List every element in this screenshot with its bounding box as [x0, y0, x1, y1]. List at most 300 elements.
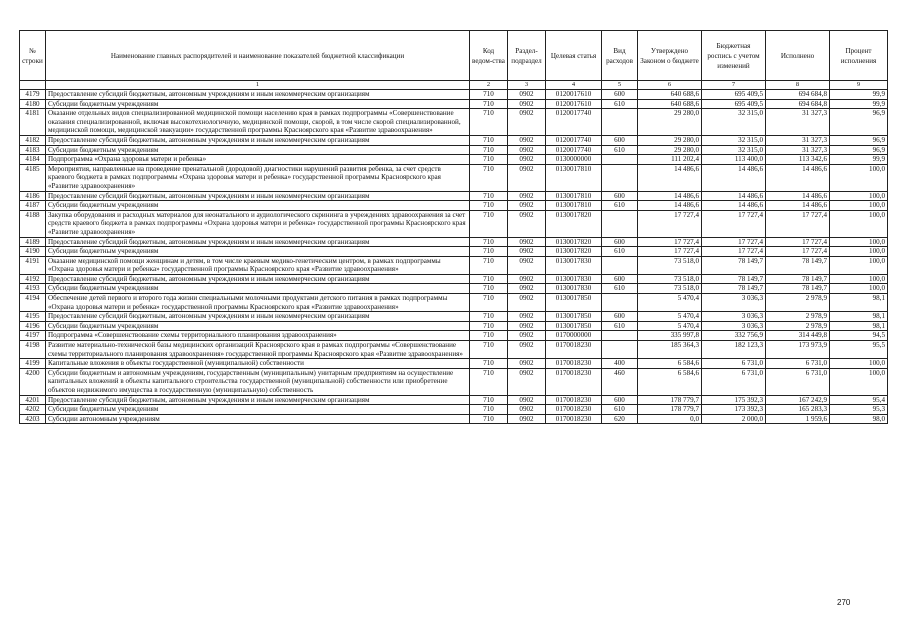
row-executed: 14 486,6 — [766, 164, 830, 191]
row-budget-roll: 78 149,7 — [702, 284, 766, 294]
row-percent: 100,0 — [830, 237, 888, 247]
row-vid: 460 — [602, 368, 638, 395]
row-budget-roll: 32 315,0 — [702, 109, 766, 136]
row-approved: 640 688,6 — [638, 90, 702, 100]
row-approved: 178 779,7 — [638, 395, 702, 405]
row-approved: 0,0 — [638, 414, 702, 424]
row-percent: 100,0 — [830, 368, 888, 395]
row-target: 0170018230 — [546, 368, 602, 395]
row-vedomstvo: 710 — [470, 201, 508, 211]
row-budget-roll: 17 727,4 — [702, 247, 766, 257]
row-percent: 100,0 — [830, 210, 888, 237]
header-percent: Процент исполнения — [830, 31, 888, 81]
row-razdel: 0902 — [508, 395, 546, 405]
row-executed: 31 327,3 — [766, 145, 830, 155]
row-percent: 100,0 — [830, 201, 888, 211]
header-vedomstvo: Код ведом-ства — [470, 31, 508, 81]
row-razdel: 0902 — [508, 414, 546, 424]
row-name: Субсидии бюджетным учреждениям — [46, 321, 470, 331]
row-razdel: 0902 — [508, 284, 546, 294]
row-vedomstvo: 710 — [470, 237, 508, 247]
row-percent: 96,9 — [830, 109, 888, 136]
row-budget-roll: 182 123,3 — [702, 341, 766, 359]
row-executed: 6 731,0 — [766, 359, 830, 369]
row-target: 0130017850 — [546, 312, 602, 322]
row-approved: 185 364,3 — [638, 341, 702, 359]
row-budget-roll: 3 036,3 — [702, 321, 766, 331]
row-executed: 113 342,6 — [766, 155, 830, 165]
row-razdel: 0902 — [508, 405, 546, 415]
row-target: 0170018230 — [546, 341, 602, 359]
row-approved: 640 688,6 — [638, 99, 702, 109]
row-razdel: 0902 — [508, 145, 546, 155]
row-vedomstvo: 710 — [470, 155, 508, 165]
row-percent: 100,0 — [830, 284, 888, 294]
row-razdel: 0902 — [508, 164, 546, 191]
row-name: Предоставление субсидий бюджетным, автономным учреждениям и иным некоммерческим организациям — [46, 274, 470, 284]
row-vid: 610 — [602, 284, 638, 294]
column-number: 6 — [638, 81, 702, 90]
row-budget-roll: 32 315,0 — [702, 145, 766, 155]
row-number: 4201 — [20, 395, 46, 405]
table-row — [20, 191, 888, 201]
row-approved: 73 518,0 — [638, 274, 702, 284]
row-approved: 14 486,6 — [638, 164, 702, 191]
row-target: 0130017820 — [546, 210, 602, 237]
row-budget-roll: 695 409,5 — [702, 99, 766, 109]
table-row — [20, 164, 888, 191]
row-number: 4186 — [20, 191, 46, 201]
row-name: Субсидии бюджетным учреждениям — [46, 145, 470, 155]
table-row — [20, 321, 888, 331]
row-number: 4191 — [20, 256, 46, 274]
row-vedomstvo: 710 — [470, 99, 508, 109]
row-vedomstvo: 710 — [470, 191, 508, 201]
row-name: Субсидии автономным учреждениям — [46, 414, 470, 424]
row-executed: 314 449,8 — [766, 331, 830, 341]
row-target: 0170018230 — [546, 395, 602, 405]
row-number: 4200 — [20, 368, 46, 395]
row-budget-roll: 175 392,3 — [702, 395, 766, 405]
row-approved: 5 470,4 — [638, 294, 702, 312]
row-number: 4203 — [20, 414, 46, 424]
row-executed: 14 486,6 — [766, 201, 830, 211]
row-budget-roll: 173 392,3 — [702, 405, 766, 415]
table-row — [20, 135, 888, 145]
row-name: Оказание отдельных видов специализированной медицинской помощи населению края в рамках подпрограммы «Совершенствование оказания специализированной, включая высокотехнологичную, медицинской помощи, скорой, в том числе скорой специализированной, медицинской помощи, медицинской эвакуации» государственной программы Красноярского края «Развитие здравоохранения» — [46, 109, 470, 136]
column-number: 3 — [508, 81, 546, 90]
row-budget-roll: 78 149,7 — [702, 274, 766, 284]
row-vedomstvo: 710 — [470, 284, 508, 294]
row-executed: 31 327,3 — [766, 109, 830, 136]
row-number: 4192 — [20, 274, 46, 284]
row-razdel: 0902 — [508, 294, 546, 312]
row-executed: 694 684,8 — [766, 99, 830, 109]
row-target: 0120017740 — [546, 135, 602, 145]
column-number: 2 — [470, 81, 508, 90]
row-name: Предоставление субсидий бюджетным, автономным учреждениям и иным некоммерческим организациям — [46, 237, 470, 247]
column-number: 7 — [702, 81, 766, 90]
row-target: 0170000000 — [546, 331, 602, 341]
row-executed: 17 727,4 — [766, 237, 830, 247]
row-target: 0120017610 — [546, 90, 602, 100]
table-row — [20, 405, 888, 415]
table-row — [20, 341, 888, 359]
row-name: Закупка оборудования и расходных материалов для неонатального и аудиологического скрининга в учреждениях здравоохранения за счет средств краевого бюджета в рамках подпрограммы «Охрана здоровья матери и ребенка» государственной программы Красноярского края «Развитие здравоохранения» — [46, 210, 470, 237]
row-number: 4187 — [20, 201, 46, 211]
row-vid — [602, 109, 638, 136]
row-name: Субсидии бюджетным учреждениям — [46, 201, 470, 211]
row-razdel: 0902 — [508, 191, 546, 201]
row-vedomstvo: 710 — [470, 109, 508, 136]
table-row — [20, 256, 888, 274]
row-budget-roll: 2 000,0 — [702, 414, 766, 424]
row-vid: 610 — [602, 405, 638, 415]
row-executed: 2 978,9 — [766, 321, 830, 331]
row-razdel: 0902 — [508, 99, 546, 109]
row-budget-roll: 332 756,9 — [702, 331, 766, 341]
row-budget-roll: 6 731,0 — [702, 359, 766, 369]
row-number: 4197 — [20, 331, 46, 341]
row-razdel: 0902 — [508, 210, 546, 237]
row-name: Субсидии бюджетным учреждениям — [46, 284, 470, 294]
row-target: 0120017610 — [546, 99, 602, 109]
row-vid: 610 — [602, 321, 638, 331]
row-name: Предоставление субсидий бюджетным, автономным учреждениям и иным некоммерческим организациям — [46, 135, 470, 145]
row-target: 0170018230 — [546, 414, 602, 424]
row-target: 0170018230 — [546, 405, 602, 415]
row-vedomstvo: 710 — [470, 90, 508, 100]
row-executed: 17 727,4 — [766, 247, 830, 257]
row-name: Субсидии бюджетным и автономным учреждениям, государственным (муниципальным) унитарным предприятиям на осуществление капитальных вложений в объекты капитального строительства государственной (муниципальной) собственности или приобретение объектов недвижимого имущества в государственную (муниципальную) собственность — [46, 368, 470, 395]
table-row — [20, 294, 888, 312]
budget-table — [19, 30, 888, 424]
row-razdel: 0902 — [508, 312, 546, 322]
row-budget-roll: 3 036,3 — [702, 294, 766, 312]
row-budget-roll: 17 727,4 — [702, 237, 766, 247]
row-vid: 610 — [602, 247, 638, 257]
row-vid — [602, 341, 638, 359]
row-name: Мероприятия, направленные на проведение пренатальной (дородовой) диагностики нарушений развития ребенка, за счет средств краевого бюджета в рамках подпрограммы «Охрана здоровья матери и ребенка» государственной программы Красноярского края «Развитие здравоохранения» — [46, 164, 470, 191]
row-approved: 14 486,6 — [638, 201, 702, 211]
row-vedomstvo: 710 — [470, 368, 508, 395]
row-vid — [602, 164, 638, 191]
row-vid — [602, 210, 638, 237]
row-target: 0130017810 — [546, 201, 602, 211]
row-approved: 14 486,6 — [638, 191, 702, 201]
row-percent: 94,5 — [830, 331, 888, 341]
row-approved: 17 727,4 — [638, 237, 702, 247]
row-target: 0120017740 — [546, 145, 602, 155]
row-number: 4193 — [20, 284, 46, 294]
row-approved: 111 202,4 — [638, 155, 702, 165]
row-budget-roll: 113 400,0 — [702, 155, 766, 165]
row-razdel: 0902 — [508, 321, 546, 331]
table-row — [20, 145, 888, 155]
row-approved: 29 280,0 — [638, 135, 702, 145]
row-number: 4198 — [20, 341, 46, 359]
row-number: 4181 — [20, 109, 46, 136]
header-approved: Утверждено Законом о бюджете — [638, 31, 702, 81]
column-number-row — [20, 81, 888, 90]
row-vedomstvo: 710 — [470, 210, 508, 237]
row-percent: 95,4 — [830, 395, 888, 405]
row-budget-roll: 78 149,7 — [702, 256, 766, 274]
row-approved: 29 280,0 — [638, 145, 702, 155]
row-approved: 73 518,0 — [638, 256, 702, 274]
row-executed: 1 959,6 — [766, 414, 830, 424]
row-name: Обеспечение детей первого и второго года жизни специальными молочными продуктами детского питания в рамках подпрограммы «Охрана здоровья матери и ребенка» государственной программы Красноярского края «Развитие здравоохранения» — [46, 294, 470, 312]
table-row — [20, 274, 888, 284]
row-number: 4185 — [20, 164, 46, 191]
row-approved: 5 470,4 — [638, 312, 702, 322]
row-percent: 99,9 — [830, 90, 888, 100]
row-executed: 6 731,0 — [766, 368, 830, 395]
row-vedomstvo: 710 — [470, 405, 508, 415]
row-target: 0130017810 — [546, 191, 602, 201]
row-razdel: 0902 — [508, 90, 546, 100]
row-number: 4182 — [20, 135, 46, 145]
row-vid: 600 — [602, 90, 638, 100]
row-razdel: 0902 — [508, 155, 546, 165]
row-percent: 96,9 — [830, 145, 888, 155]
row-name: Предоставление субсидий бюджетным, автономным учреждениям и иным некоммерческим организациям — [46, 312, 470, 322]
page-number: 270 — [837, 598, 851, 607]
row-vid — [602, 331, 638, 341]
row-vid: 610 — [602, 99, 638, 109]
row-percent: 95,3 — [830, 405, 888, 415]
table-row — [20, 368, 888, 395]
header-target: Целевая статья — [546, 31, 602, 81]
table-row — [20, 284, 888, 294]
row-razdel: 0902 — [508, 109, 546, 136]
row-razdel: 0902 — [508, 331, 546, 341]
row-approved: 17 727,4 — [638, 247, 702, 257]
column-number: 4 — [546, 81, 602, 90]
row-number: 4194 — [20, 294, 46, 312]
table-row — [20, 312, 888, 322]
header-executed: Исполнено — [766, 31, 830, 81]
row-percent: 99,9 — [830, 155, 888, 165]
row-vid: 600 — [602, 191, 638, 201]
row-vid: 620 — [602, 414, 638, 424]
header-row-no: № строки — [20, 31, 46, 81]
row-percent: 95,5 — [830, 341, 888, 359]
row-vid: 600 — [602, 237, 638, 247]
row-percent: 100,0 — [830, 256, 888, 274]
table-row — [20, 109, 888, 136]
table-row — [20, 359, 888, 369]
row-percent: 100,0 — [830, 164, 888, 191]
row-vedomstvo: 710 — [470, 341, 508, 359]
row-name: Предоставление субсидий бюджетным, автономным учреждениям и иным некоммерческим организациям — [46, 90, 470, 100]
row-number: 4202 — [20, 405, 46, 415]
row-approved: 5 470,4 — [638, 321, 702, 331]
row-name: Капитальные вложения в объекты государственной (муниципальной) собственности — [46, 359, 470, 369]
row-executed: 167 242,9 — [766, 395, 830, 405]
row-number: 4195 — [20, 312, 46, 322]
row-budget-roll: 17 727,4 — [702, 210, 766, 237]
row-budget-roll: 32 315,0 — [702, 135, 766, 145]
header-vid: Вид расходов — [602, 31, 638, 81]
row-percent: 100,0 — [830, 274, 888, 284]
row-executed: 31 327,3 — [766, 135, 830, 145]
row-executed: 2 978,9 — [766, 294, 830, 312]
table-row — [20, 201, 888, 211]
row-percent: 98,1 — [830, 312, 888, 322]
row-target: 0120017740 — [546, 109, 602, 136]
row-target: 0130000000 — [546, 155, 602, 165]
row-name: Субсидии бюджетным учреждениям — [46, 99, 470, 109]
row-executed: 14 486,6 — [766, 191, 830, 201]
column-number: 8 — [766, 81, 830, 90]
row-executed: 165 283,3 — [766, 405, 830, 415]
table-row — [20, 414, 888, 424]
row-target: 0130017850 — [546, 294, 602, 312]
table-row — [20, 331, 888, 341]
row-percent: 99,9 — [830, 99, 888, 109]
row-target: 0130017830 — [546, 284, 602, 294]
table-row — [20, 237, 888, 247]
row-number: 4189 — [20, 237, 46, 247]
row-vedomstvo: 710 — [470, 414, 508, 424]
row-vedomstvo: 710 — [470, 321, 508, 331]
row-vid: 610 — [602, 145, 638, 155]
row-budget-roll: 14 486,6 — [702, 164, 766, 191]
row-target: 0170018230 — [546, 359, 602, 369]
row-name: Субсидии бюджетным учреждениям — [46, 247, 470, 257]
table-row — [20, 155, 888, 165]
row-percent: 98,0 — [830, 414, 888, 424]
row-number: 4196 — [20, 321, 46, 331]
row-razdel: 0902 — [508, 135, 546, 145]
row-executed: 694 684,8 — [766, 90, 830, 100]
row-percent: 98,1 — [830, 321, 888, 331]
column-number: 9 — [830, 81, 888, 90]
row-vid — [602, 256, 638, 274]
row-target: 0130017830 — [546, 274, 602, 284]
row-vid: 600 — [602, 312, 638, 322]
row-name: Оказание медицинской помощи женщинам и детям, в том числе краевым медико-генетическим центром, в рамках подпрограммы «Охрана здоровья матери и ребенка» государственной программы Красноярского края «Развитие здравоохранения» — [46, 256, 470, 274]
row-approved: 29 280,0 — [638, 109, 702, 136]
row-vedomstvo: 710 — [470, 395, 508, 405]
row-vedomstvo: 710 — [470, 145, 508, 155]
row-number: 4179 — [20, 90, 46, 100]
row-razdel: 0902 — [508, 237, 546, 247]
header-row — [20, 31, 888, 81]
row-razdel: 0902 — [508, 359, 546, 369]
header-razdel: Раздел-подраздел — [508, 31, 546, 81]
row-name: Развитие материально-технической базы медицинских организаций Красноярского края в рамках подпрограммы «Совершенствование схемы территориального планирования здравоохранения» государственной программы Красноярского края «Развитие здравоохранения» — [46, 341, 470, 359]
row-approved: 17 727,4 — [638, 210, 702, 237]
header-budget-roll: Бюджетная роспись с учетом изменений — [702, 31, 766, 81]
row-vedomstvo: 710 — [470, 312, 508, 322]
budget-report-sheet — [19, 30, 887, 424]
row-budget-roll: 14 486,6 — [702, 201, 766, 211]
row-razdel: 0902 — [508, 201, 546, 211]
row-number: 4188 — [20, 210, 46, 237]
row-name: Предоставление субсидий бюджетным, автономным учреждениям и иным некоммерческим организациям — [46, 191, 470, 201]
row-executed: 78 149,7 — [766, 284, 830, 294]
row-razdel: 0902 — [508, 368, 546, 395]
row-budget-roll: 14 486,6 — [702, 191, 766, 201]
row-vedomstvo: 710 — [470, 164, 508, 191]
row-target: 0130017830 — [546, 256, 602, 274]
row-percent: 100,0 — [830, 247, 888, 257]
row-percent: 98,1 — [830, 294, 888, 312]
row-vedomstvo: 710 — [470, 247, 508, 257]
row-percent: 100,0 — [830, 191, 888, 201]
row-approved: 6 584,6 — [638, 359, 702, 369]
row-vid — [602, 155, 638, 165]
row-executed: 173 973,9 — [766, 341, 830, 359]
row-number: 4183 — [20, 145, 46, 155]
row-vid — [602, 294, 638, 312]
table-body — [20, 90, 888, 424]
row-approved: 6 584,6 — [638, 368, 702, 395]
row-budget-roll: 6 731,0 — [702, 368, 766, 395]
row-target: 0130017820 — [546, 237, 602, 247]
row-target: 0130017810 — [546, 164, 602, 191]
row-vid: 600 — [602, 395, 638, 405]
row-vedomstvo: 710 — [470, 256, 508, 274]
row-number: 4184 — [20, 155, 46, 165]
row-budget-roll: 695 409,5 — [702, 90, 766, 100]
table-row — [20, 90, 888, 100]
row-vedomstvo: 710 — [470, 331, 508, 341]
header-name: Наименование главных распорядителей и наименование показателей бюджетной классификации — [46, 31, 470, 81]
row-razdel: 0902 — [508, 256, 546, 274]
row-number: 4199 — [20, 359, 46, 369]
row-executed: 2 978,9 — [766, 312, 830, 322]
row-razdel: 0902 — [508, 341, 546, 359]
table-row — [20, 210, 888, 237]
row-percent: 96,9 — [830, 135, 888, 145]
row-name: Предоставление субсидий бюджетным, автономным учреждениям и иным некоммерческим организациям — [46, 395, 470, 405]
row-vedomstvo: 710 — [470, 135, 508, 145]
row-vid: 600 — [602, 274, 638, 284]
row-number: 4180 — [20, 99, 46, 109]
row-executed: 78 149,7 — [766, 256, 830, 274]
row-target: 0130017820 — [546, 247, 602, 257]
row-approved: 73 518,0 — [638, 284, 702, 294]
row-target: 0130017850 — [546, 321, 602, 331]
row-name: Подпрограмма «Совершенствование схемы территориального планирования здравоохранения» — [46, 331, 470, 341]
row-vedomstvo: 710 — [470, 359, 508, 369]
column-number — [20, 81, 46, 90]
row-vid: 600 — [602, 135, 638, 145]
row-vid: 610 — [602, 201, 638, 211]
row-percent: 100,0 — [830, 359, 888, 369]
column-number: 1 — [46, 81, 470, 90]
row-name: Подпрограмма «Охрана здоровья матери и ребенка» — [46, 155, 470, 165]
row-executed: 78 149,7 — [766, 274, 830, 284]
column-number: 5 — [602, 81, 638, 90]
table-row — [20, 247, 888, 257]
row-vedomstvo: 710 — [470, 274, 508, 284]
row-number: 4190 — [20, 247, 46, 257]
row-budget-roll: 3 036,3 — [702, 312, 766, 322]
row-approved: 335 997,8 — [638, 331, 702, 341]
table-row — [20, 99, 888, 109]
row-vid: 400 — [602, 359, 638, 369]
row-vedomstvo: 710 — [470, 294, 508, 312]
row-executed: 17 727,4 — [766, 210, 830, 237]
row-razdel: 0902 — [508, 274, 546, 284]
row-razdel: 0902 — [508, 247, 546, 257]
row-name: Субсидии бюджетным учреждениям — [46, 405, 470, 415]
row-approved: 178 779,7 — [638, 405, 702, 415]
